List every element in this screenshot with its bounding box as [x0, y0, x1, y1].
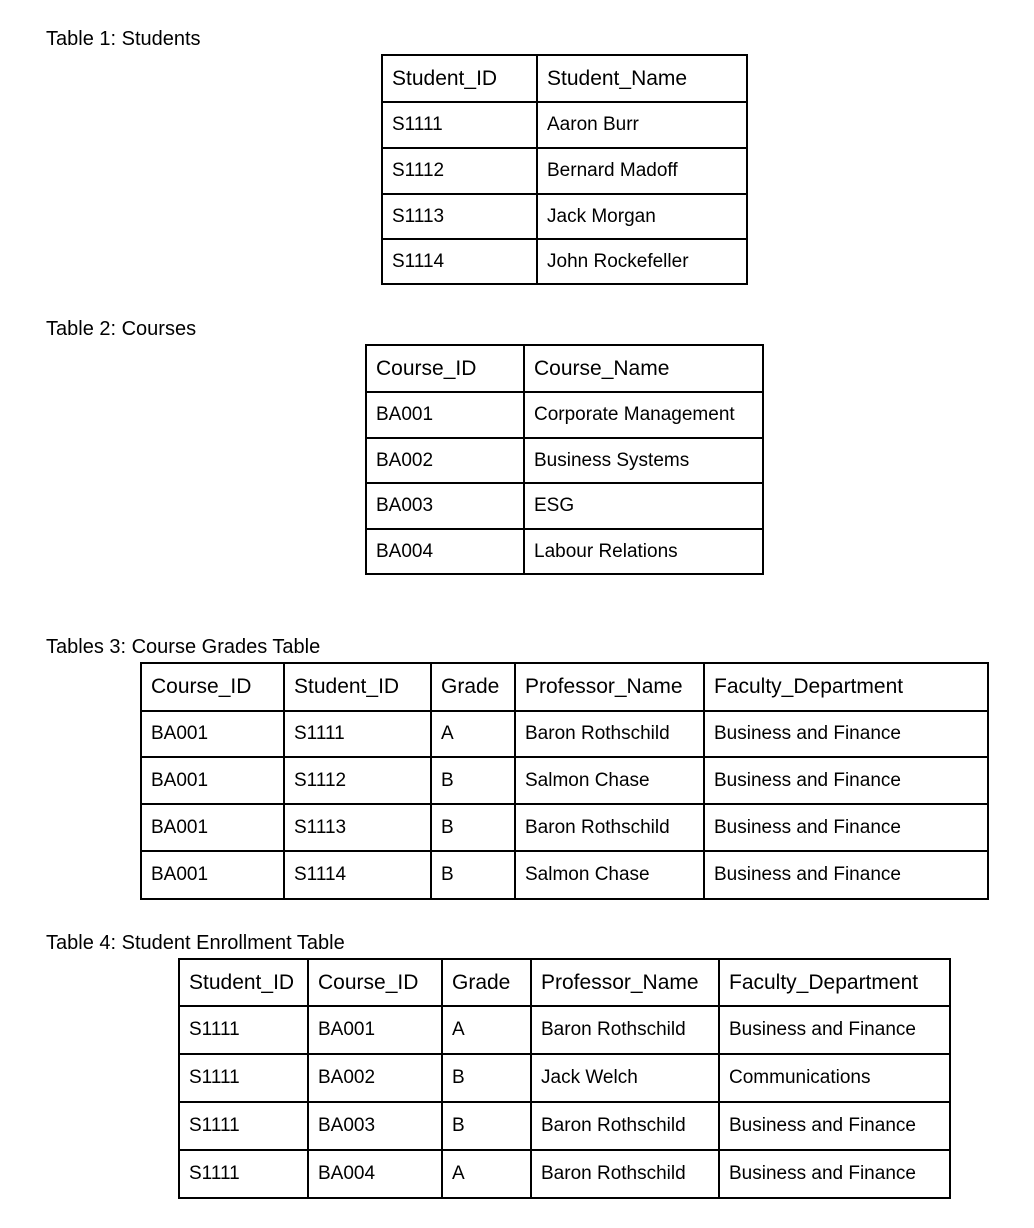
table-cell: A — [442, 1006, 531, 1054]
table-row — [382, 102, 747, 148]
table-cell: B — [431, 851, 515, 899]
table-row — [366, 529, 763, 574]
table-cell: Corporate Management — [524, 392, 763, 438]
course-grades-table — [140, 662, 989, 900]
table-cell: Labour Relations — [524, 529, 763, 574]
table-cell: Business and Finance — [719, 1150, 950, 1198]
table-row — [366, 392, 763, 438]
table-cell: Business and Finance — [719, 1102, 950, 1150]
table-cell: BA004 — [366, 529, 524, 574]
column-header: Course_ID — [308, 959, 442, 1006]
table-cell: BA001 — [308, 1006, 442, 1054]
column-header: Student_ID — [179, 959, 308, 1006]
column-header: Grade — [431, 663, 515, 711]
column-header: Student_ID — [284, 663, 431, 711]
table-cell: Business Systems — [524, 438, 763, 483]
table-cell: B — [442, 1054, 531, 1102]
table-2-caption: Table 2: Courses — [46, 318, 197, 340]
table-cell: S1111 — [382, 102, 537, 148]
table-cell: BA001 — [141, 711, 284, 757]
table-cell: A — [442, 1150, 531, 1198]
column-header: Professor_Name — [531, 959, 719, 1006]
table-cell: Baron Rothschild — [531, 1150, 719, 1198]
table-cell: S1111 — [284, 711, 431, 757]
table-cell: Communications — [719, 1054, 950, 1102]
table-row — [382, 239, 747, 284]
table-cell: Bernard Madoff — [537, 148, 747, 194]
table-cell: S1113 — [382, 194, 537, 239]
table-cell: Baron Rothschild — [531, 1102, 719, 1150]
table-cell: BA002 — [366, 438, 524, 483]
table-cell: S1111 — [179, 1054, 308, 1102]
table-header-row — [141, 663, 988, 711]
table-cell: S1113 — [284, 804, 431, 851]
table-row — [141, 851, 988, 899]
table-cell: Business and Finance — [719, 1006, 950, 1054]
table-cell: S1114 — [382, 239, 537, 284]
table-row — [382, 148, 747, 194]
table-cell: BA001 — [141, 851, 284, 899]
table-row — [179, 1150, 950, 1198]
table-3-caption: Tables 3: Course Grades Table — [46, 636, 321, 658]
table-cell: BA003 — [308, 1102, 442, 1150]
table-cell: B — [431, 804, 515, 851]
student-enrollment-table — [178, 958, 951, 1199]
column-header: Faculty_Department — [719, 959, 950, 1006]
table-cell: BA001 — [366, 392, 524, 438]
table-cell: B — [431, 757, 515, 804]
table-row — [366, 483, 763, 529]
table-row — [179, 1054, 950, 1102]
table-cell: Baron Rothschild — [515, 711, 704, 757]
table-row — [382, 194, 747, 239]
table-cell: ESG — [524, 483, 763, 529]
table-cell: BA003 — [366, 483, 524, 529]
table-cell: Business and Finance — [704, 757, 988, 804]
table-header-row — [382, 55, 747, 102]
table-cell: BA001 — [141, 757, 284, 804]
table-cell: Jack Morgan — [537, 194, 747, 239]
table-1-caption: Table 1: Students — [46, 28, 201, 50]
table-cell: BA002 — [308, 1054, 442, 1102]
table-cell: S1114 — [284, 851, 431, 899]
table-cell: S1112 — [284, 757, 431, 804]
table-cell: John Rockefeller — [537, 239, 747, 284]
table-row — [141, 711, 988, 757]
table-cell: B — [442, 1102, 531, 1150]
table-cell: Business and Finance — [704, 851, 988, 899]
table-cell: A — [431, 711, 515, 757]
table-row — [141, 804, 988, 851]
table-cell: Jack Welch — [531, 1054, 719, 1102]
column-header: Grade — [442, 959, 531, 1006]
table-4-caption: Table 4: Student Enrollment Table — [46, 932, 345, 954]
table-cell: Salmon Chase — [515, 851, 704, 899]
table-cell: S1111 — [179, 1102, 308, 1150]
table-cell: S1111 — [179, 1150, 308, 1198]
table-cell: S1111 — [179, 1006, 308, 1054]
table-cell: S1112 — [382, 148, 537, 194]
column-header: Student_Name — [537, 55, 747, 102]
column-header: Course_ID — [141, 663, 284, 711]
column-header: Student_ID — [382, 55, 537, 102]
table-row — [179, 1102, 950, 1150]
table-cell: BA001 — [141, 804, 284, 851]
courses-table — [365, 344, 764, 575]
table-cell: Business and Finance — [704, 804, 988, 851]
table-row — [179, 1006, 950, 1054]
column-header: Faculty_Department — [704, 663, 988, 711]
table-cell: Business and Finance — [704, 711, 988, 757]
table-cell: Aaron Burr — [537, 102, 747, 148]
column-header: Course_Name — [524, 345, 763, 392]
table-row — [366, 438, 763, 483]
table-header-row — [179, 959, 950, 1006]
column-header: Course_ID — [366, 345, 524, 392]
table-header-row — [366, 345, 763, 392]
students-table — [381, 54, 748, 285]
table-cell: Salmon Chase — [515, 757, 704, 804]
table-cell: BA004 — [308, 1150, 442, 1198]
table-cell: Baron Rothschild — [531, 1006, 719, 1054]
table-cell: Baron Rothschild — [515, 804, 704, 851]
column-header: Professor_Name — [515, 663, 704, 711]
table-row — [141, 757, 988, 804]
